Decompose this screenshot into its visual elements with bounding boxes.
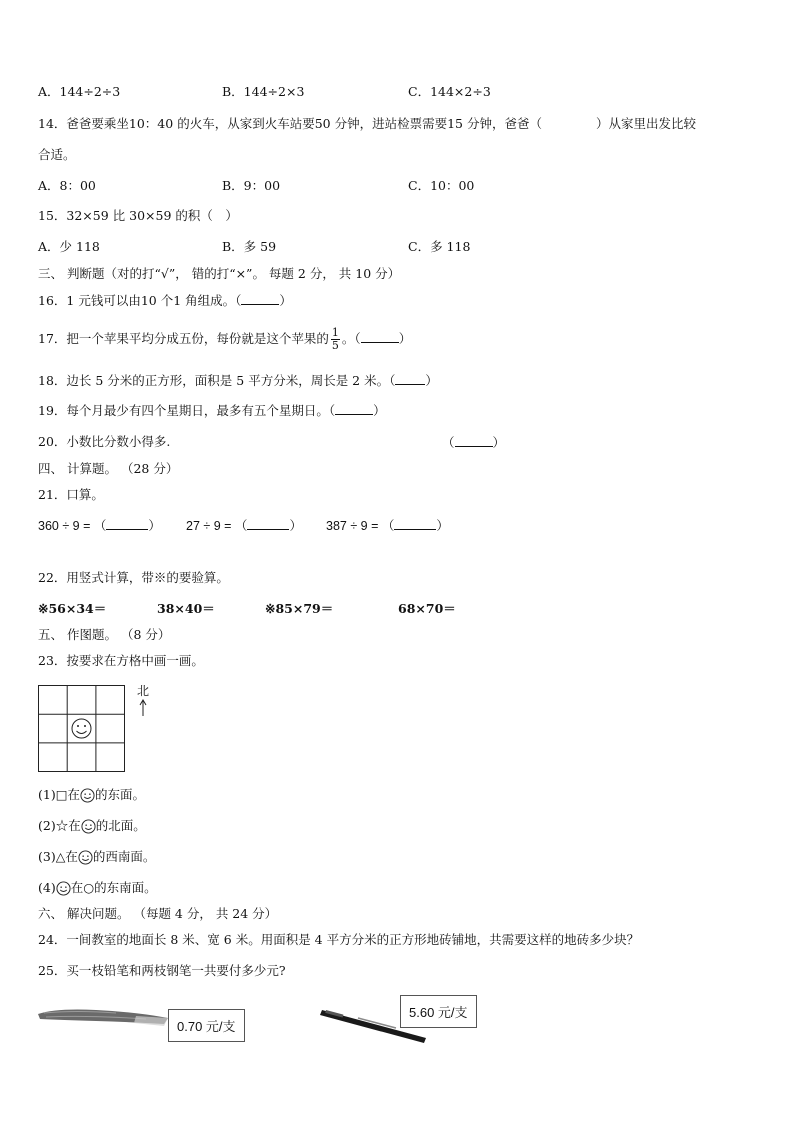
q22-stem: 22．用竖式计算，带※的要验算。 bbox=[38, 570, 229, 585]
pen-price-tag: 5.60 元/支 bbox=[400, 995, 477, 1028]
q15-option-b: B．多 59 bbox=[222, 239, 277, 254]
q14-stem-cont: 合适。 bbox=[38, 147, 76, 162]
q19-stem: 19．每个月最少有四个星期日，最多有五个星期日。（ ） bbox=[38, 403, 386, 418]
fraction: $\frac{1}{5}$ bbox=[331, 326, 339, 352]
q20-answer: （ ） bbox=[442, 435, 506, 450]
q15-option-a: A．少 118 bbox=[38, 239, 100, 254]
q15-stem: 15．32×59 比 30×59 的积（ ） bbox=[38, 208, 238, 223]
answer-blank[interactable] bbox=[335, 402, 373, 415]
q21-expr-3: 387 ÷ 9 = （ ） bbox=[326, 519, 449, 533]
q14-option-c: C．10：00 bbox=[408, 178, 475, 193]
smiley-icon bbox=[80, 788, 95, 803]
q20-stem: 20．小数比分数小得多. bbox=[38, 434, 171, 449]
answer-blank[interactable] bbox=[394, 517, 436, 530]
drawing-grid[interactable] bbox=[38, 685, 125, 772]
q21-expr-1: 360 ÷ 9 = （ ） bbox=[38, 519, 161, 533]
pencil-price-tag: 0.70 元/支 bbox=[168, 1009, 245, 1042]
q14-option-b: B．9：00 bbox=[222, 178, 281, 193]
q21-expr-2: 27 ÷ 9 = （ ） bbox=[186, 519, 302, 533]
q25-stem: 25．买一枝铅笔和两枝钢笔一共要付多少元? bbox=[38, 963, 286, 978]
answer-blank[interactable] bbox=[361, 330, 399, 343]
q21-stem: 21．口算。 bbox=[38, 487, 104, 502]
answer-blank[interactable] bbox=[455, 434, 493, 447]
answer-blank[interactable] bbox=[106, 517, 148, 530]
section-4-heading: 四、 计算题。 （28 分） bbox=[38, 461, 179, 476]
q16-stem: 16．1 元钱可以由10 个1 角组成。（ ） bbox=[38, 293, 292, 308]
q13-option-c: C．144×2÷3 bbox=[408, 84, 491, 99]
q23-task-3: (3)△在 的西南面。 bbox=[38, 849, 156, 864]
q22-expr-2: 38×40＝ bbox=[157, 601, 215, 616]
answer-blank[interactable] bbox=[241, 292, 279, 305]
section-6-heading: 六、 解决问题。 （每题 4 分， 共 24 分） bbox=[38, 906, 278, 921]
section-3-heading: 三、 判断题（对的打“√”， 错的打“×”。 每题 2 分， 共 10 分） bbox=[38, 266, 401, 281]
q23-stem: 23．按要求在方格中画一画。 bbox=[38, 653, 204, 668]
q13-option-a: A．144÷2÷3 bbox=[38, 84, 121, 99]
section-5-heading: 五、 作图题。 （8 分） bbox=[38, 627, 171, 642]
q18-stem: 18．边长 5 分米的正方形，面积是 5 平方分米，周长是 2 米。（ ） bbox=[38, 373, 438, 388]
q23-task-4: (4) 在○的东南面。 bbox=[38, 880, 157, 895]
q14-option-a: A．8：00 bbox=[38, 178, 96, 193]
q22-expr-1: ※56×34＝ bbox=[38, 601, 107, 616]
smiley-icon bbox=[56, 881, 71, 896]
q14-stem: 14．爸爸要乘坐10：40 的火车，从家到火车站要50 分钟，进站检票需要15 分钟，爸爸（ ）从家里出发比较 bbox=[38, 116, 696, 131]
q24-stem: 24．一间教室的地面长 8 米、宽 6 米。用面积是 4 平方分米的正方形地砖铺地，共需要这样的地砖多少块？ bbox=[38, 932, 640, 947]
smiley-icon bbox=[78, 850, 93, 865]
smiley-icon bbox=[81, 819, 96, 834]
q22-expr-4: 68×70＝ bbox=[398, 601, 456, 616]
answer-blank[interactable] bbox=[247, 517, 289, 530]
q22-expr-3: ※85×79＝ bbox=[265, 601, 334, 616]
pencil-icon bbox=[36, 1004, 171, 1030]
answer-blank[interactable] bbox=[395, 372, 425, 385]
q13-option-b: B．144÷2×3 bbox=[222, 84, 305, 99]
smiley-icon bbox=[72, 719, 91, 738]
q15-option-c: C．多 118 bbox=[408, 239, 471, 254]
q17-stem: 17．把一个苹果平均分成五份，每份就是这个苹果的 $\frac{1}{5}$ 。（ ） bbox=[38, 326, 412, 352]
q23-task-2: (2)☆在 的北面。 bbox=[38, 818, 146, 833]
north-arrow-icon bbox=[137, 699, 149, 717]
q23-task-1: (1)□在 的东面。 bbox=[38, 787, 146, 802]
north-label: 北 bbox=[137, 682, 149, 720]
